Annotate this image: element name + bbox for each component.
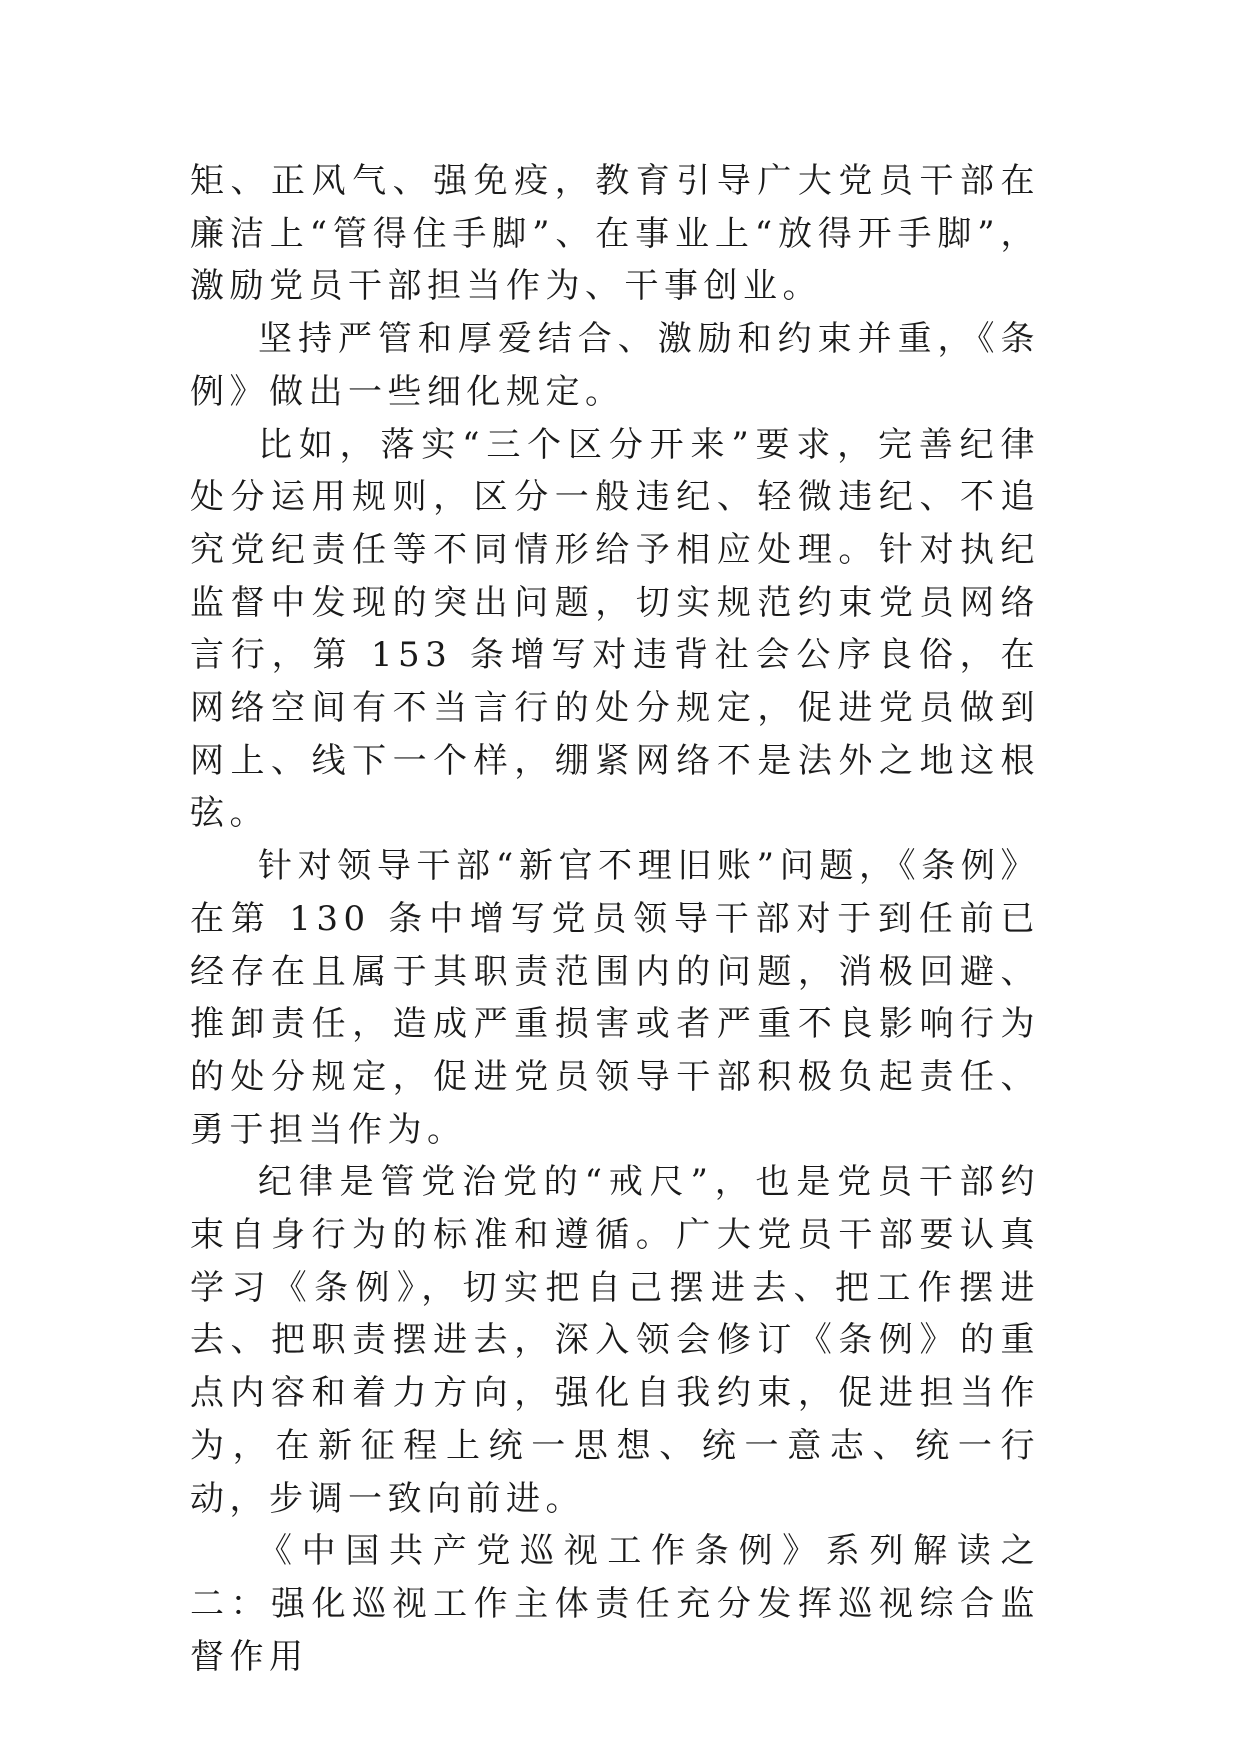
paragraph-continuation: 矩、正风气、强免疫，教育引导广大党员干部在廉洁上“管得住手脚”、在事业上“放得开手脚”，激励党员干部担当作为、干事创业。 (190, 161, 1040, 307)
paragraph-strict-and-caring: 坚持严管和厚爱结合、激励和约束并重，《条例》做出一些细化规定。 (190, 319, 1040, 412)
paragraph-discipline-ruler: 纪律是管党治党的“戒尺”，也是党员干部约束自身行为的标准和遵循。广大党员干部要认真学习《条例》，切实把自己摆进去、把工作摆进去、把职责摆进去，深入领会修订《条例》的重点内容和着力方向，强化自我约束，促进担当作为，在新征程上统一思想、统一意志、统一行动，步调一致向前进。 (190, 1162, 1040, 1519)
paragraph-three-distinctions: 比如，落实“三个区分开来”要求，完善纪律处分运用规则，区分一般违纪、轻微违纪、不追究党纪责任等不同情形给予相应处理。针对执纪监督中发现的突出问题，切实规范约束党员网络言行，第 153 条增写对违背社会公序良俗，在网络空间有不当言行的处分规定，促进党员做到网上、线下一个样，绷紧网络不是法外之地这根弦。 (190, 424, 1040, 834)
document-body (190, 155, 1040, 1683)
paragraph-old-accounts: 针对领导干部“新官不理旧账”问题，《条例》在第 130 条中增写党员领导干部对于到任前已经存在且属于其职责范围内的问题，消极回避、推卸责任，造成严重损害或者严重不良影响行为的处分规定，促进党员领导干部积极负起责任、勇于担当作为。 (190, 846, 1040, 1150)
paragraph-series-title: 《中国共产党巡视工作条例》系列解读之二：强化巡视工作主体责任充分发挥巡视综合监督作用 (190, 1531, 1040, 1677)
